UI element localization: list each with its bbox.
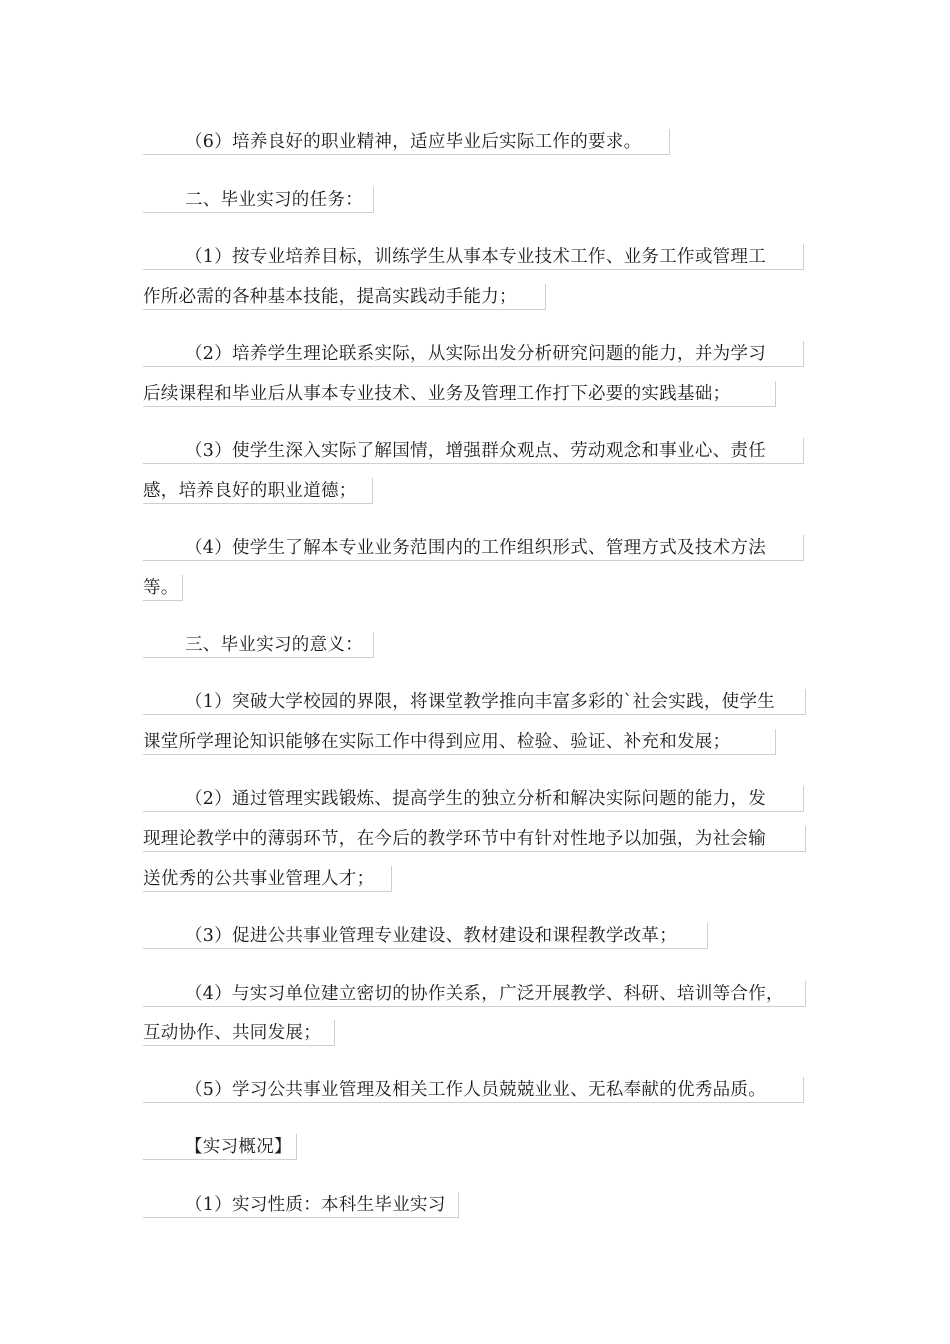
paragraph-line: （2）通过管理实践锻炼、提高学生的独立分析和解决实际问题的能力，发 xyxy=(143,786,804,812)
paragraph-line: （1）实习性质：本科生毕业实习 xyxy=(143,1192,459,1218)
paragraph-line: 课堂所学理论知识能够在实际工作中得到应用、检验、验证、补充和发展； xyxy=(143,729,776,755)
paragraph-line: （3）使学生深入实际了解国情，增强群众观点、劳动观念和事业心、责任 xyxy=(143,438,804,464)
paragraph-line: （4）使学生了解本专业业务范围内的工作组织形式、管理方式及技术方法 xyxy=(143,535,804,561)
paragraph-line: （1）突破大学校园的界限，将课堂教学推向丰富多彩的`社会实践，使学生 xyxy=(143,689,806,715)
paragraph-line: （3）促进公共事业管理专业建设、教材建设和课程教学改革； xyxy=(143,923,708,949)
paragraph-line: 作所必需的各种基本技能，提高实践动手能力； xyxy=(143,284,546,310)
paragraph-line: 后续课程和毕业后从事本专业技术、业务及管理工作打下必要的实践基础； xyxy=(143,381,776,407)
paragraph-line: （6）培养良好的职业精神，适应毕业后实际工作的要求。 xyxy=(143,129,670,155)
section-heading-tasks: 二、毕业实习的任务： xyxy=(143,187,374,213)
paragraph-line: 送优秀的公共事业管理人才； xyxy=(143,866,392,892)
paragraph-line: 现理论教学中的薄弱环节，在今后的教学环节中有针对性地予以加强，为社会输 xyxy=(143,826,806,852)
paragraph-line: 等。 xyxy=(143,575,183,601)
paragraph-line: （1）按专业培养目标，训练学生从事本专业技术工作、业务工作或管理工 xyxy=(143,244,804,270)
paragraph-line: 互动协作、共同发展； xyxy=(143,1020,335,1046)
paragraph-line: 感，培养良好的职业道德； xyxy=(143,478,373,504)
paragraph-line: （4）与实习单位建立密切的协作关系，广泛开展教学、科研、培训等合作， xyxy=(143,981,806,1007)
section-heading-significance: 三、毕业实习的意义： xyxy=(143,632,374,658)
paragraph-line: （2）培养学生理论联系实际，从实际出发分析研究问题的能力，并为学习 xyxy=(143,341,804,367)
section-heading-overview: 【实习概况】 xyxy=(143,1134,297,1160)
paragraph-line: （5）学习公共事业管理及相关工作人员兢兢业业、无私奉献的优秀品质。 xyxy=(143,1077,804,1103)
